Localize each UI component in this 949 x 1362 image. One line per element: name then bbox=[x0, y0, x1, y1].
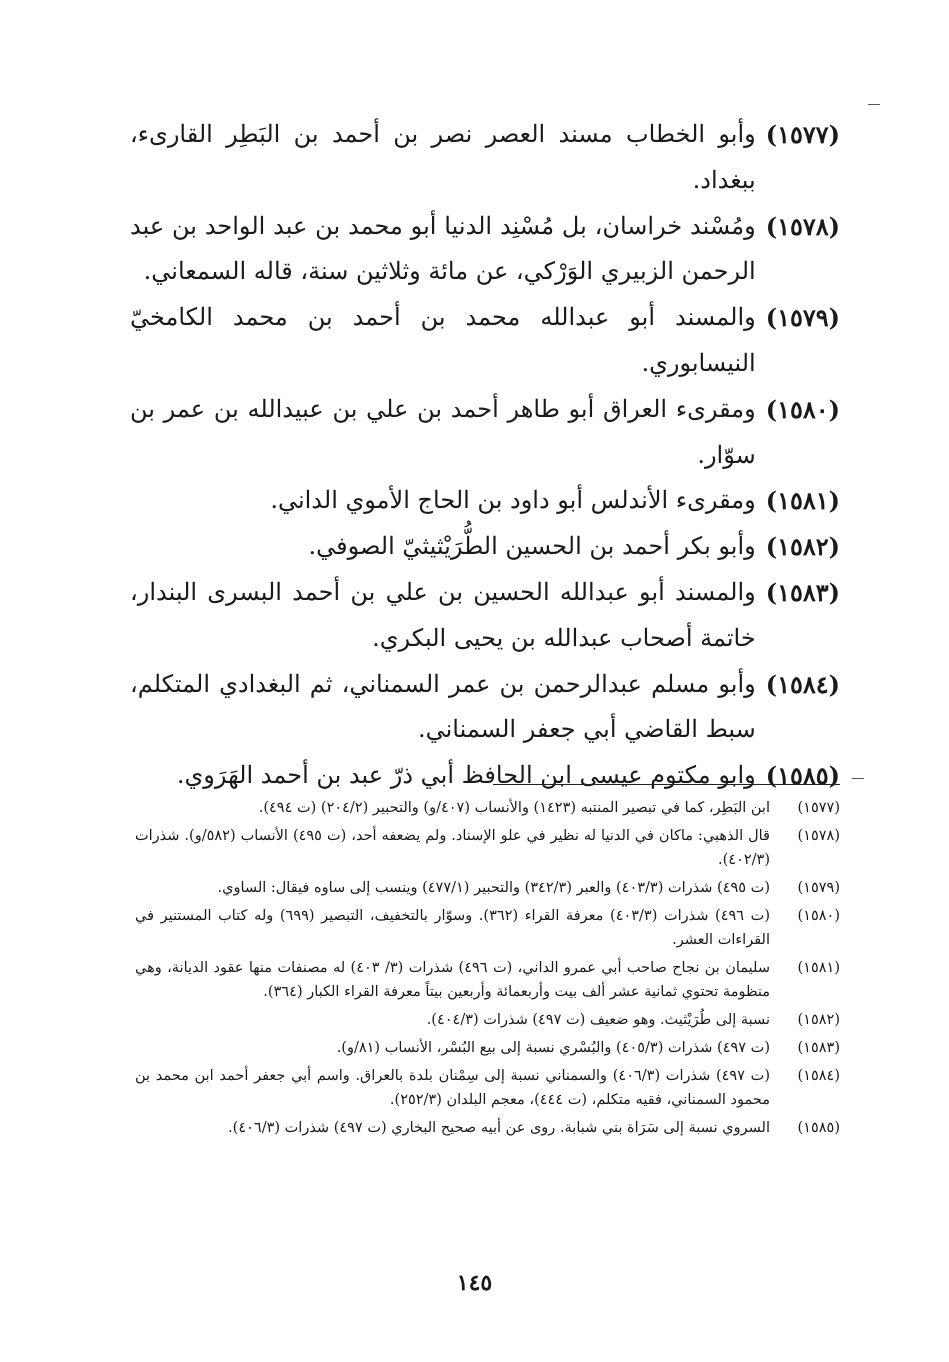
entry bbox=[130, 524, 840, 570]
entry-number: (١٥٨٤) bbox=[765, 669, 840, 699]
main-text bbox=[130, 112, 840, 799]
footnote-number: (١٥٨٤) bbox=[797, 1068, 840, 1084]
footnote-text: ابن البَطِر، كما في تبصير المنتبه (١٤٢٣) والأنساب (٤٠٧/و) والتحبير (٢٠٤/٢) (ت ٤٩٤). bbox=[258, 800, 770, 816]
footnote-number: (١٥٨٣) bbox=[797, 1040, 840, 1056]
footnote-number: (١٥٧٨) bbox=[797, 828, 840, 844]
entry-text: وأبو الخطاب مسند العصر نصر بن أحمد بن البَطِر القارىء، ببغداد. bbox=[130, 120, 756, 194]
entry-text: وابو مكتوم عيسى ابن الحافظ أبي ذرّ عبد بن أحمد الهَرَوي. bbox=[176, 761, 756, 790]
entry bbox=[130, 478, 840, 524]
footnote bbox=[135, 1064, 840, 1112]
entry bbox=[130, 570, 840, 662]
footnote-divider bbox=[493, 784, 840, 785]
footnote-number: (١٥٨٠) bbox=[797, 908, 840, 924]
footnote bbox=[135, 876, 840, 900]
footnote-number: (١٥٨٥) bbox=[797, 1120, 840, 1136]
entry-number: (١٥٨٠) bbox=[765, 394, 840, 424]
footnote-number: (١٥٨٢) bbox=[797, 1012, 840, 1028]
entry-number: (١٥٧٧) bbox=[765, 120, 840, 149]
footnote-text: سليمان بن نجاح صاحب أبي عمرو الداني، (ت ٤٩٦) شذرات (٣/ ٤٠٣) له مصنفات منها عقود الديانة، وهي منظومة تحتوي ثمانية عشر ألف بيت وأربعمائة وأربعين بيتاً معرفة القراء الكبار (٣٦٤). bbox=[135, 960, 770, 1000]
entry bbox=[130, 112, 840, 204]
entry-text: والمسند أبو عبدالله الحسين بن علي بن أحمد البسرى البندار، خاتمة أصحاب عبدالله بن يحيى البكري. bbox=[130, 577, 756, 652]
entry-text: ومقرىء العراق أبو طاهر أحمد بن علي بن عبيدالله بن عمر بن سوّار. bbox=[130, 394, 756, 469]
entry bbox=[130, 753, 840, 799]
footnote-text: قال الذهبي: ماكان في الدنيا له نظير في علو الإسناد. ولم يضعفه أحد، (ت ٤٩٥) الأنساب (٥٨٢/و). شذرات (٤٠٢/٣). bbox=[135, 828, 770, 868]
entry-number: (١٥٧٩) bbox=[765, 303, 840, 333]
footnote bbox=[135, 1036, 840, 1060]
footnote-number: (١٥٧٩) bbox=[797, 880, 840, 896]
footnote bbox=[135, 796, 840, 820]
footnote-text: نسبة إلى طُرَيْثيث. وهو ضعيف (ت ٤٩٧) شذرات (٤٠٤/٣). bbox=[426, 1012, 770, 1028]
entry bbox=[130, 295, 840, 387]
footnote bbox=[135, 956, 840, 1004]
entry-text: والمسند أبو عبدالله محمد بن أحمد بن محمد الكامخيّ النيسابوري. bbox=[130, 303, 756, 377]
entry bbox=[130, 387, 840, 479]
footnote-text: السروي نسبة إلى سَرَاة بني شبابة. روى عن أبيه صحيح البخاري (ت ٤٩٧) شذرات (٤٠٦/٣). bbox=[228, 1120, 770, 1136]
entry-number: (١٥٨١) bbox=[765, 486, 840, 516]
footnote bbox=[135, 1008, 840, 1032]
footnote-number: (١٥٧٧) bbox=[797, 800, 840, 816]
entry-text: ومقرىء الأندلس أبو داود بن الحاج الأموي الداني. bbox=[270, 486, 756, 515]
scan-mark bbox=[868, 104, 880, 105]
footnote-text: (ت ٤٩٦) شذرات (٤٠٣/٣) معرفة القراء (٣٦٢). وسوّار بالتخفيف، التبصير (٦٩٩) وله كتاب المستنير في القراءات العشر. bbox=[135, 908, 770, 948]
footnote bbox=[135, 1116, 840, 1140]
entry-number: (١٥٨٥) bbox=[765, 761, 840, 791]
entry-number: (١٥٧٨) bbox=[765, 211, 840, 241]
scan-mark bbox=[852, 778, 864, 779]
entry-number: (١٥٨٣) bbox=[765, 577, 840, 607]
entry bbox=[130, 204, 840, 296]
page-number: ١٤٥ bbox=[456, 1270, 493, 1296]
footnote-number: (١٥٨١) bbox=[797, 960, 840, 976]
entry-text: وأبو بكر أحمد بن الحسين الطُّرَيْثيثيّ الصوفي. bbox=[308, 532, 756, 561]
footnote bbox=[135, 904, 840, 952]
entry-text: وأبو مسلم عبدالرحمن بن عمر السمناني، ثم البغدادي المتكلم، سبط القاضي أبي جعفر السمناني. bbox=[130, 669, 756, 744]
footnote bbox=[135, 824, 840, 872]
entry-number: (١٥٨٢) bbox=[765, 532, 840, 562]
entry bbox=[130, 662, 840, 754]
footnotes bbox=[135, 796, 840, 1144]
footnote-text: (ت ٤٩٧) شذرات (٤٠٦/٣) والسمناني نسبة إلى سِمْنان بلدة بالعراق. واسم أبي جعفر أحمد ابن محمد بن محمود السمناني، فقيه متكلم، (ت ٤٤٤)، معجم البلدان (٢٥٢/٣). bbox=[135, 1068, 770, 1108]
footnote-text: (ت ٤٩٥) شذرات (٤٠٣/٣) والعبر (٣٤٢/٣) والتحبير (٤٧٧/١) وينسب إلى ساوه فيقال: الساوي. bbox=[217, 880, 770, 896]
footnote-text: (ت ٤٩٧) شذرات (٤٠٥/٣) والبُسْري نسبة إلى بيع البُسْر، الأنساب (٨١/و). bbox=[336, 1040, 770, 1056]
entry-text: ومُسْند خراسان، بل مُسْنِد الدنيا أبو محمد بن عبد الواحد بن عبد الرحمن الزبيري الوَرْكي، عن مائة وثلاثين سنة، قاله السمعاني. bbox=[130, 211, 756, 286]
